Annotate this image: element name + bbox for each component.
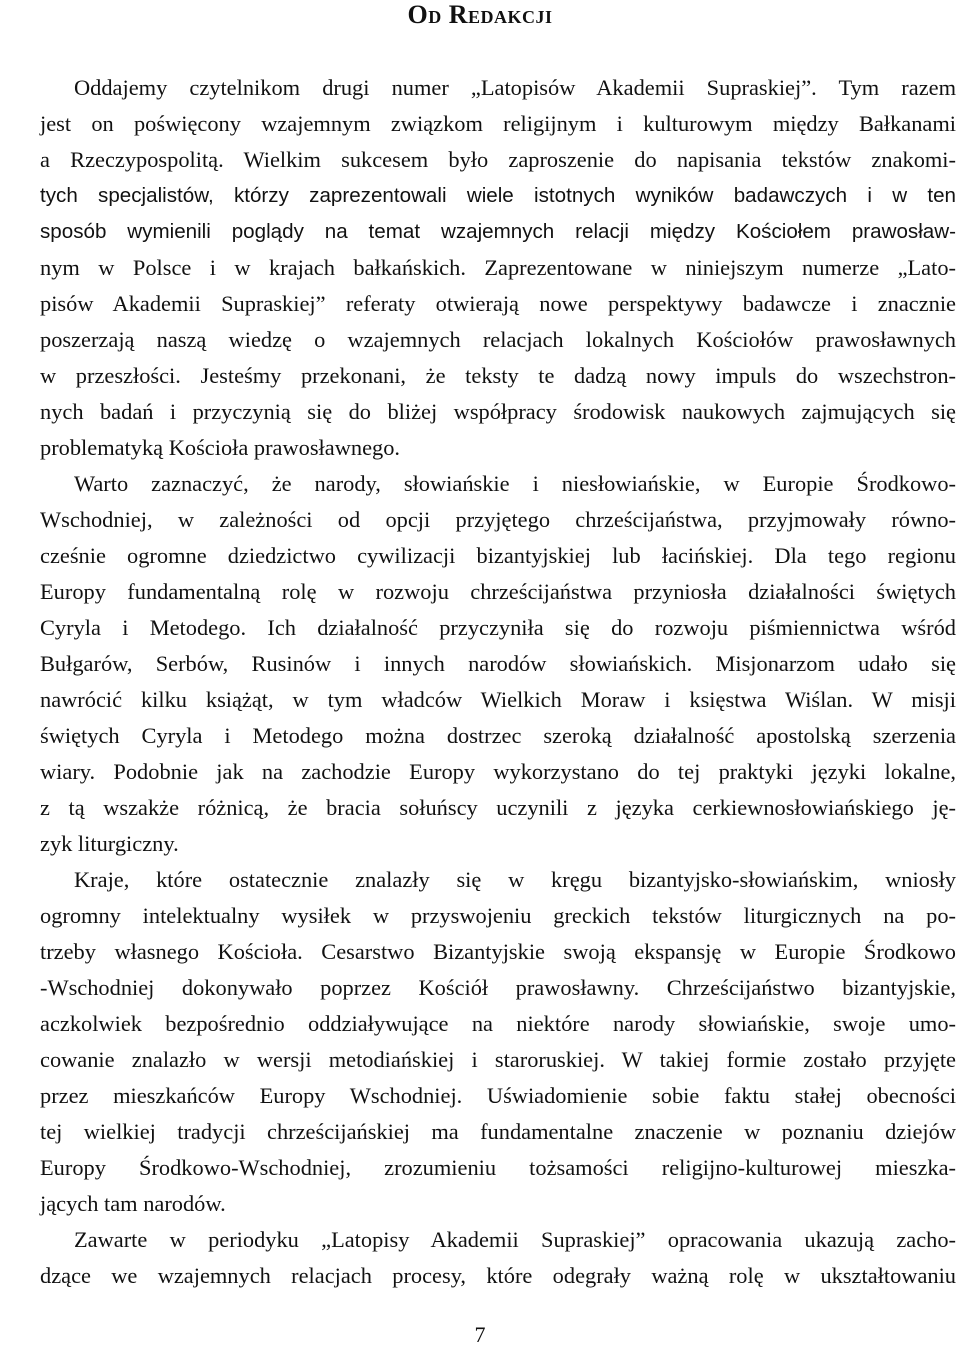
text-line: Kraje, które ostatecznie znalazły się w kręgu bizantyjsko-słowiańskim, wniosły (74, 867, 956, 892)
text-line: zyk liturgiczny. (40, 831, 179, 856)
text-line: Oddajemy czytelnikom drugi numer „Latopisów Akademii Supraskiej”. Tym razem (74, 75, 956, 100)
paragraph-3 (6, 862, 956, 1222)
text-line: Wschodniej, w zależności od opcji przyjętego chrześcijaństwa, przyjmowały równo- (40, 507, 956, 532)
text-line: tych specjalistów, którzy zaprezentowali wiele istotnych wyników badawczych i w ten (40, 184, 956, 207)
paragraph-4 (6, 1222, 956, 1294)
text-line: jących tam narodów. (40, 1191, 226, 1216)
page-title: Od Redakcji (407, 0, 553, 29)
text-line: nym w Polsce i w krajach bałkańskich. Zaprezentowane w niniejszym numerze „Lato- (40, 255, 956, 280)
text-line: sposób wymienili poglądy na temat wzajemnych relacji między Kościołem prawosław- (40, 220, 956, 243)
text-line: -Wschodniej dokonywało poprzez Kościół prawosławny. Chrześcijaństwo bizantyjskie, (40, 975, 956, 1000)
text-line: cowanie znalazło w wersji metodiańskiej i staroruskiej. W takiej formie zostało przyjęte (40, 1047, 956, 1072)
text-line: Warto zaznaczyć, że narody, słowiańskie i niesłowiańskie, w Europie Środkowo- (74, 471, 956, 496)
text-line: z tą wszakże różnicą, że bracia sołuńscy uczynili z języka cerkiewnosłowiańskiego ję- (40, 795, 956, 820)
text-line: nych badań i przyczynią się do bliżej współpracy środowisk naukowych zajmujących się (40, 399, 956, 424)
text-line: ogromny intelektualny wysiłek w przyswojeniu greckich tekstów liturgicznych na po- (40, 903, 956, 928)
text-line: problematyką Kościoła prawosławnego. (40, 435, 401, 460)
text-line: Bułgarów, Serbów, Rusinów i innych narodów słowiańskich. Misjonarzom udało się (40, 651, 956, 676)
article-body (6, 70, 956, 1294)
text-line: nawrócić kilku książąt, w tym władców Wielkich Moraw i księstwa Wiślan. W misji (40, 687, 956, 712)
text-line: Europy Środkowo-Wschodniej, zrozumieniu tożsamości religijno-kulturowej mieszka- (40, 1155, 956, 1180)
text-line: Cyryla i Metodego. Ich działalność przyczyniła się do rozwoju piśmiennictwa wśród (40, 615, 956, 640)
text-line: w przeszłości. Jesteśmy przekonani, że teksty te dadzą nowy impuls do wszechstron- (40, 363, 956, 388)
text-line: Europy fundamentalną rolę w rozwoju chrześcijaństwa przyniosła działalności świętych (40, 579, 956, 604)
text-line: świętych Cyryla i Metodego można dostrzec szeroką działalność apostolską szerzenia (40, 723, 956, 748)
text-line: jest on poświęcony wzajemnym związkom religijnym i kulturowym między Bałkanami (40, 111, 956, 136)
text-line: trzeby własnego Kościoła. Cesarstwo Bizantyjskie swoją ekspansję w Europie Środkowo (40, 939, 956, 964)
paragraph-1 (6, 70, 956, 466)
text-line: cześnie ogromne dziedzictwo cywilizacji bizantyjskiej lub łacińskiej. Dla tego regionu (40, 543, 956, 568)
text-line: tej wielkiej tradycji chrześcijańskiej ma fundamentalne znaczenie w poznaniu dziejów (40, 1119, 956, 1144)
page-number: 7 (474, 1322, 486, 1347)
text-line: przez mieszkańców Europy Wschodniej. Uświadomienie sobie faktu stałej obecności (40, 1083, 956, 1108)
text-line: pisów Akademii Supraskiej” referaty otwierają nowe perspektywy badawcze i znacznie (40, 291, 956, 316)
text-line: Zawarte w periodyku „Latopisy Akademii Supraskiej” opracowania ukazują zacho- (74, 1227, 956, 1252)
text-line: poszerzają naszą wiedzę o wzajemnych relacjach lokalnych Kościołów prawosławnych (40, 327, 956, 352)
text-line: aczkolwiek bezpośrednio oddziaływujące na niektóre narody słowiańskie, swoje umo- (40, 1011, 956, 1036)
text-line: wiary. Podobnie jak na zachodzie Europy wykorzystano do tej praktyki języki lokalne, (40, 759, 956, 784)
paragraph-2 (6, 466, 956, 862)
text-line: a Rzeczypospolitą. Wielkim sukcesem było zaproszenie do napisania tekstów znakomi- (40, 147, 956, 172)
text-line: dzące we wzajemnych relacjach procesy, które odegrały ważną rolę w ukształtowaniu (40, 1263, 956, 1288)
